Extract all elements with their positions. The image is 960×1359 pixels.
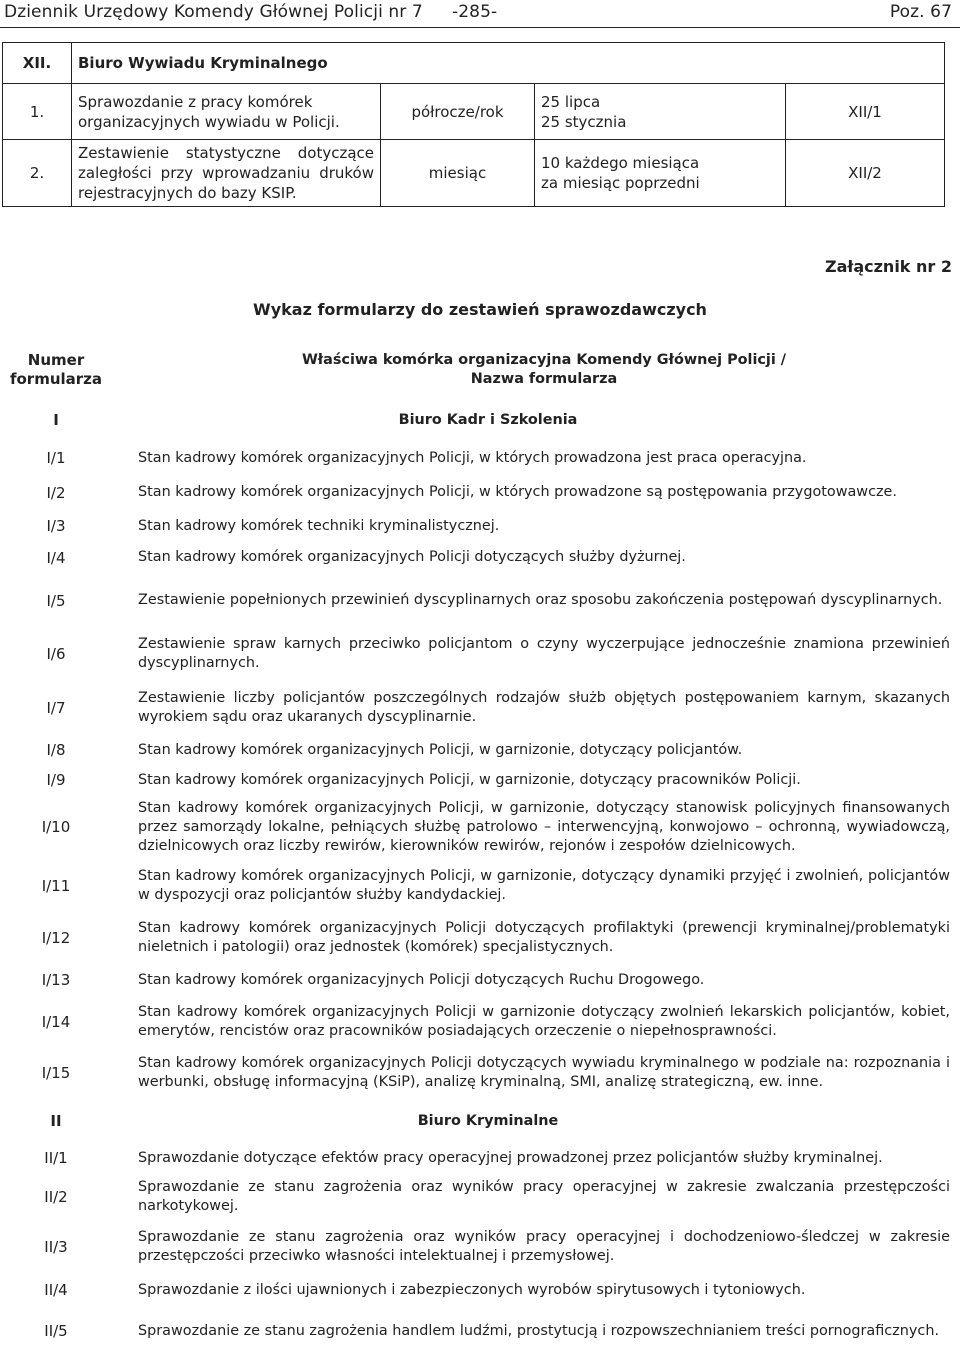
form-number: I/1 bbox=[46, 449, 66, 467]
form-name: Sprawozdanie ze stanu zagrożenia handlem ludźmi, prostytucją i rozpowszechnianiem treści pornograficznych. bbox=[138, 1322, 940, 1339]
form-number: II/1 bbox=[44, 1149, 68, 1167]
form-number: II/4 bbox=[44, 1281, 68, 1299]
table-row bbox=[3, 140, 945, 207]
form-number: I/12 bbox=[41, 929, 71, 947]
form-number-cell bbox=[0, 795, 112, 859]
form-name: Stan kadrowy komórek organizacyjnych Policji w garnizonie dotyczący zwolnień lekarskich policjantów, kobiet, emerytów, rencistów oraz pracowników posiadających orzeczenie o niepełnosprawności. bbox=[138, 1003, 950, 1039]
section-row bbox=[0, 1099, 950, 1143]
list-item bbox=[0, 1173, 950, 1220]
row-name: Sprawozdanie z pracy komórek organizacyjnych wywiadu w Policji. bbox=[72, 84, 381, 140]
list-item bbox=[0, 795, 950, 859]
section-name: Biuro Kadr i Szkolenia bbox=[398, 411, 578, 428]
forms-list-body bbox=[0, 342, 950, 1356]
section-number: I bbox=[53, 411, 59, 429]
list-item bbox=[0, 964, 950, 996]
form-number: I/5 bbox=[46, 591, 66, 610]
list-item bbox=[0, 681, 950, 735]
page-number: -285- bbox=[452, 2, 498, 22]
row-number: 1. bbox=[3, 84, 72, 140]
form-number: II/2 bbox=[44, 1187, 68, 1206]
header-number-cell bbox=[0, 342, 112, 398]
form-name: Zestawienie popełnionych przewinień dyscyplinarnych oraz sposobu zakończenia postępowań dyscyplinarnych. bbox=[138, 592, 943, 608]
form-number-cell bbox=[0, 681, 112, 735]
row-deadline bbox=[535, 140, 786, 207]
form-name: Stan kadrowy komórek organizacyjnych Policji, w których prowadzona jest praca operacyjna. bbox=[138, 449, 807, 466]
form-number: I/10 bbox=[41, 818, 71, 836]
form-name: Stan kadrowy komórek organizacyjnych Policji, w garnizonie, dotyczący stanowisk policyjnych finansowanych przez samorządy lokalne, pełniących służbę patrolowo – interwencyjną, konwojowo – ochronną, wywiadowczą, dzielnicowych oraz liczby rewirów, kierowników rewirów, rejonów i zespołów dzielnicowych. bbox=[138, 799, 950, 854]
form-name: Sprawozdanie ze stanu zagrożenia oraz wyników pracy operacyjnej w zakresie zwalczania przestępczości narkotykowej. bbox=[138, 1178, 950, 1214]
list-header-row bbox=[0, 342, 950, 398]
form-number-cell bbox=[0, 1220, 112, 1274]
form-number-cell bbox=[0, 1274, 112, 1306]
form-number: II/5 bbox=[44, 1322, 68, 1340]
form-name: Stan kadrowy komórek organizacyjnych Policji, w garnizonie, dotyczący dynamiki przyjęć i zwolnień, policjantów w dyspozycji oraz policjantów służby kandydackiej. bbox=[138, 867, 950, 903]
form-name: Stan kadrowy komórek techniki kryminalistycznej. bbox=[138, 517, 500, 534]
position-number: Poz. 67 bbox=[889, 2, 952, 22]
section-name: Biuro Wywiadu Kryminalnego bbox=[72, 43, 786, 84]
section-row bbox=[0, 398, 950, 442]
row-period: półrocze/rok bbox=[381, 84, 535, 140]
list-item bbox=[0, 541, 950, 574]
form-number: I/11 bbox=[41, 876, 71, 895]
section-name: Biuro Kryminalne bbox=[417, 1112, 559, 1129]
list-item bbox=[0, 627, 950, 681]
form-number-cell bbox=[0, 765, 112, 795]
section-number: II bbox=[50, 1112, 62, 1130]
form-number: I/4 bbox=[46, 548, 66, 567]
form-number-cell bbox=[0, 627, 112, 681]
list-item bbox=[0, 574, 950, 627]
form-number: I/3 bbox=[46, 517, 66, 535]
form-number: I/13 bbox=[41, 971, 71, 989]
forms-list-table bbox=[0, 342, 950, 1356]
header-divider bbox=[0, 27, 960, 28]
list-title: Wykaz formularzy do zestawień sprawozdawczych bbox=[253, 300, 707, 319]
form-number-cell bbox=[0, 442, 112, 474]
list-item bbox=[0, 1306, 950, 1356]
form-number: I/6 bbox=[46, 645, 66, 663]
form-number: I/7 bbox=[46, 699, 66, 717]
form-number-cell bbox=[0, 964, 112, 996]
form-name: Stan kadrowy komórek organizacyjnych Policji dotyczących wywiadu kryminalnego w podziale na: rozpoznania i werbunki, obsługę informacyjną (KSiP), analizę kryminalną, SMI, analizę strategiczną, ew. inne. bbox=[138, 1055, 950, 1090]
form-number-cell bbox=[0, 574, 112, 627]
form-number-cell bbox=[0, 735, 112, 765]
form-name: Stan kadrowy komórek organizacyjnych Policji dotyczących służby dyżurnej. bbox=[138, 549, 686, 565]
deadline-line-2: za miesiąc poprzedni bbox=[541, 174, 700, 192]
form-name: Sprawozdanie z ilości ujawnionych i zabezpieczonych wyrobów spirytusowych i tytoniowych. bbox=[138, 1281, 806, 1298]
row-code: XII/1 bbox=[786, 84, 945, 140]
section-number: XII. bbox=[3, 43, 72, 84]
page-header bbox=[0, 0, 960, 26]
deadline-line-1: 25 lipca bbox=[541, 92, 601, 111]
list-item bbox=[0, 442, 950, 474]
list-item bbox=[0, 1220, 950, 1274]
list-item bbox=[0, 511, 950, 541]
form-number: I/9 bbox=[46, 771, 66, 789]
form-number-cell bbox=[0, 474, 112, 511]
form-number-cell bbox=[0, 541, 112, 574]
table-row bbox=[3, 84, 945, 140]
list-item bbox=[0, 1143, 950, 1173]
list-item bbox=[0, 765, 950, 795]
form-number-cell bbox=[0, 859, 112, 912]
list-item bbox=[0, 735, 950, 765]
form-number-cell bbox=[0, 1143, 112, 1173]
row-number: 2. bbox=[3, 140, 72, 207]
form-number: I/2 bbox=[46, 483, 66, 502]
form-number: I/15 bbox=[41, 1064, 71, 1082]
form-name: Stan kadrowy komórek organizacyjnych Policji dotyczących Ruchu Drogowego. bbox=[138, 971, 705, 988]
journal-title: Dziennik Urzędowy Komendy Głównej Policji nr 7 bbox=[4, 2, 423, 22]
header-name: Właściwa komórka organizacyjna Komendy Głównej Policji / Nazwa formularza bbox=[301, 352, 787, 387]
form-number: II/3 bbox=[44, 1238, 68, 1256]
section-row-filler bbox=[786, 43, 945, 84]
list-item bbox=[0, 1274, 950, 1306]
form-name: Stan kadrowy komórek organizacyjnych Policji dotyczących profilaktyki (prewencji kryminalnej/problematyki nieletnich i patologii) oraz jednostek (komórek) specjalistycznych. bbox=[138, 920, 950, 955]
form-name: Stan kadrowy komórek organizacyjnych Policji, w garnizonie, dotyczący pracowników Policji. bbox=[138, 771, 801, 788]
form-number-cell bbox=[0, 912, 112, 964]
row-name: Zestawienie statystyczne dotyczące zaległości przy wprowadzaniu druków rejestracyjnych do bazy KSIP. bbox=[72, 140, 381, 207]
annex-label: Załącznik nr 2 bbox=[825, 257, 952, 276]
form-name: Sprawozdanie ze stanu zagrożenia oraz wyników pracy operacyjnej i dochodzeniowo-śledczej w zakresie przestępczości przeciwko własności intelektualnej i przemysłowej. bbox=[138, 1229, 950, 1264]
form-name: Stan kadrowy komórek organizacyjnych Policji, w garnizonie, dotyczący policjantów. bbox=[138, 741, 743, 758]
form-name: Zestawienie spraw karnych przeciwko policjantom o czyny wyczerpujące jednocześnie znamiona przewinień dyscyplinarnych. bbox=[138, 636, 950, 671]
list-item bbox=[0, 474, 950, 511]
list-item bbox=[0, 1047, 950, 1099]
form-number: I/8 bbox=[46, 741, 66, 759]
list-item bbox=[0, 996, 950, 1047]
deadline-line-2: 25 stycznia bbox=[541, 112, 627, 131]
form-number-cell bbox=[0, 511, 112, 541]
list-item bbox=[0, 912, 950, 964]
row-period: miesiąc bbox=[381, 140, 535, 207]
deadline-line-1: 10 każdego miesiąca bbox=[541, 154, 700, 172]
form-name: Sprawozdanie dotyczące efektów pracy operacyjnej prowadzonej przez policjantów służby kryminalnej. bbox=[138, 1149, 883, 1166]
header-number: Numer formularza bbox=[9, 351, 103, 388]
form-name: Stan kadrowy komórek organizacyjnych Policji, w których prowadzone są postępowania przygotowawcze. bbox=[138, 484, 897, 500]
form-number-cell bbox=[0, 1306, 112, 1356]
form-number-cell bbox=[0, 1047, 112, 1099]
report-schedule-table bbox=[2, 42, 945, 207]
row-deadline bbox=[535, 84, 786, 140]
form-number-cell bbox=[0, 1173, 112, 1220]
form-number: I/14 bbox=[41, 1012, 71, 1031]
list-item bbox=[0, 859, 950, 912]
section-row bbox=[3, 43, 945, 84]
row-code: XII/2 bbox=[786, 140, 945, 207]
form-number-cell bbox=[0, 996, 112, 1047]
form-name: Zestawienie liczby policjantów poszczególnych rodzajów służb objętych postępowaniem karnym, skazanych wyrokiem sądu oraz ukaranych dyscyplinarnie. bbox=[138, 690, 950, 725]
